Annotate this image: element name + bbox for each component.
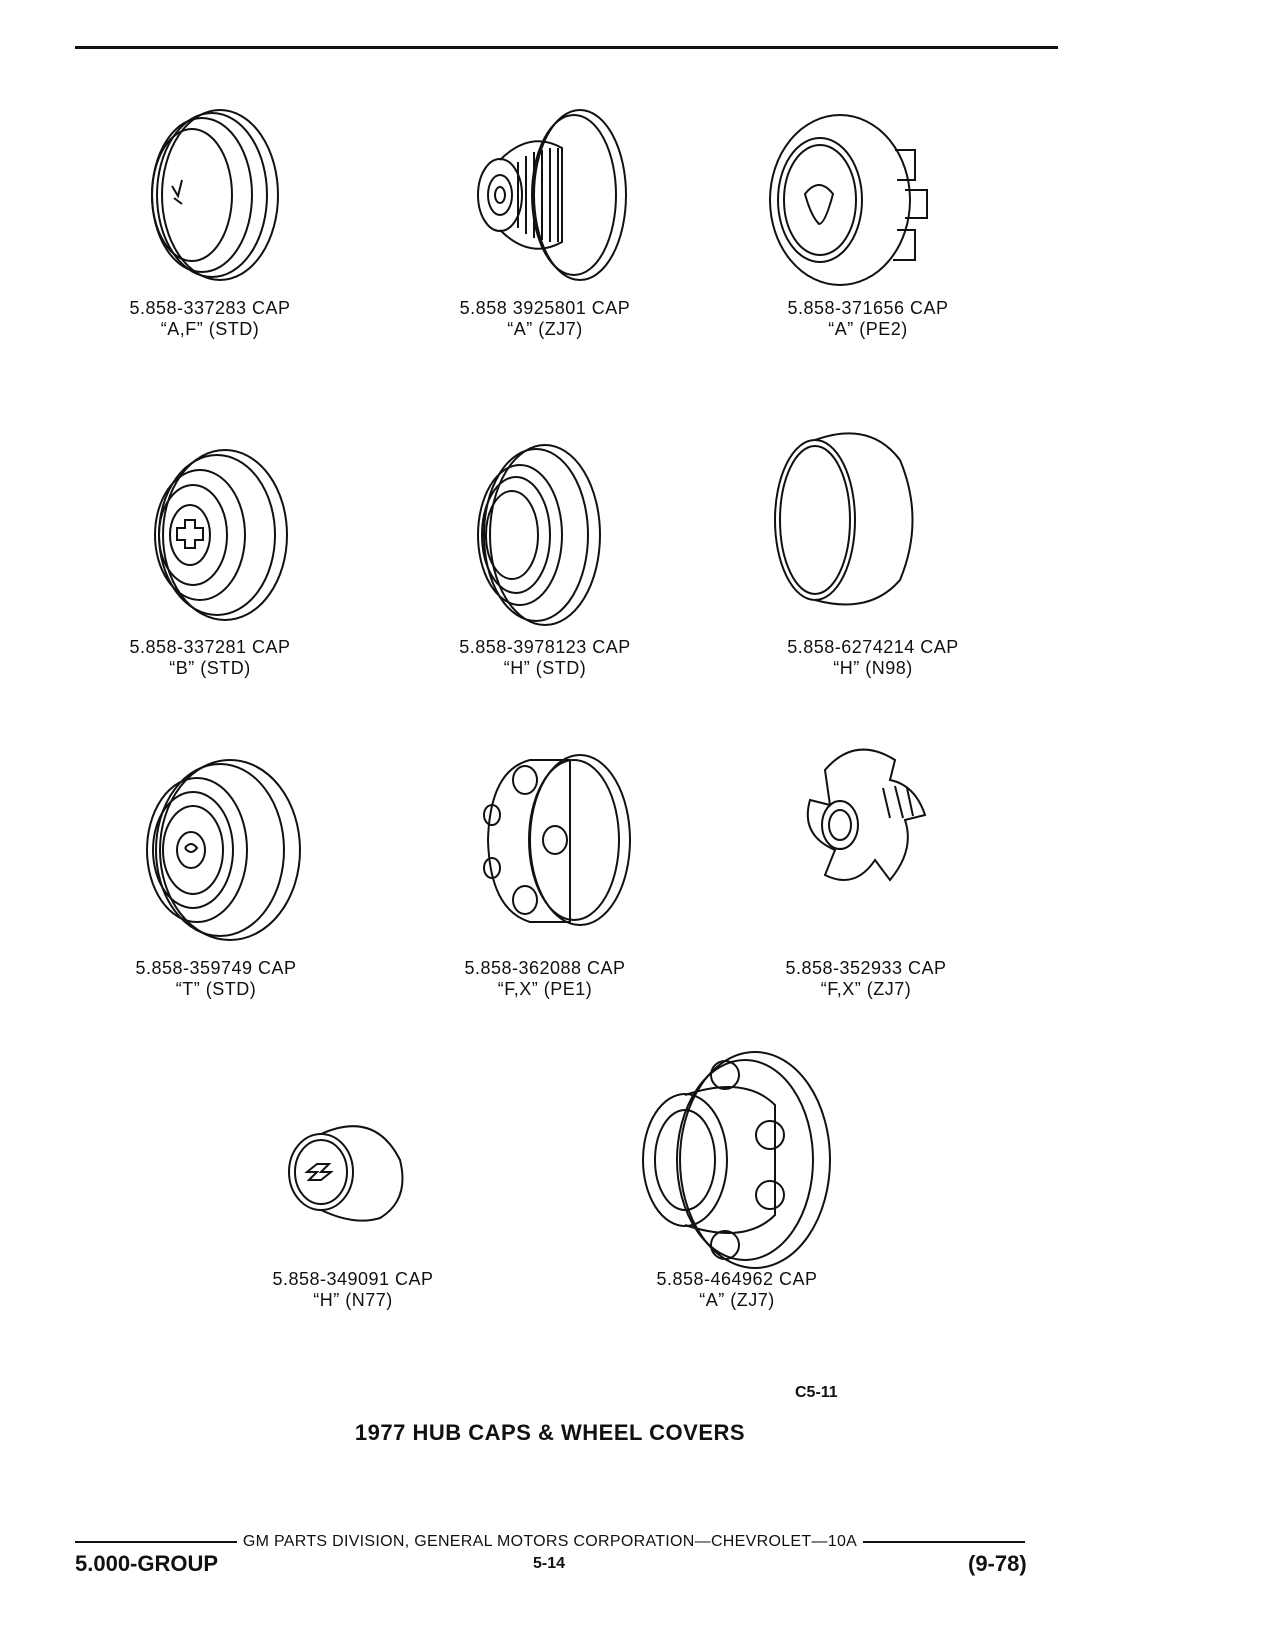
hub-cap-6274214-drawing [770,430,930,610]
page-number: 5-14 [533,1555,566,1572]
caption-349091 [203,1269,503,1311]
caption-464962 [587,1269,887,1311]
hub-cap-371656-drawing [765,110,955,290]
caption-359749 [66,958,366,1000]
footer-rule-right [863,1541,1025,1543]
hub-cap-464962-drawing [635,1045,835,1275]
hub-cap-337283-drawing [140,100,280,290]
part-number: 5.858-349091 CAP [272,1269,434,1289]
footer-rule-left [75,1541,237,1543]
part-application: “F,X” (ZJ7) [820,979,912,999]
part-number: 5.858-359749 CAP [135,958,297,978]
part-application: “A,F” (STD) [160,319,260,339]
caption-3978123 [395,637,695,679]
part-number: 5.858-464962 CAP [656,1269,818,1289]
part-application: “H” (N77) [313,1290,393,1310]
revision-date: (9-78) [968,1551,1027,1576]
hub-cap-359749-drawing [135,750,305,950]
part-number: 5.858-371656 CAP [787,298,949,318]
group-number: 5.000-GROUP [75,1551,219,1576]
part-application: “A” (PE2) [828,319,908,339]
caption-352933 [716,958,1016,1000]
hub-cap-337281-drawing [145,440,295,630]
part-application: “H” (STD) [503,658,587,678]
part-application: “T” (STD) [175,979,257,999]
caption-337281 [60,637,360,679]
hub-cap-362088-drawing [470,750,640,930]
part-number: 5.858-362088 CAP [464,958,626,978]
part-number: 5.858-337283 CAP [129,298,291,318]
caption-3925801 [395,298,695,340]
part-number: 5.858-352933 CAP [785,958,947,978]
part-number: 5.858 3925801 CAP [459,298,631,318]
part-application: “H” (N98) [833,658,913,678]
part-application: “F,X” (PE1) [497,979,593,999]
page-title: 1977 HUB CAPS & WHEEL COVERS [354,1420,746,1445]
hub-cap-349091-drawing [285,1100,415,1230]
hub-cap-3978123-drawing [470,435,610,635]
part-application: “A” (ZJ7) [507,319,583,339]
caption-6274214 [723,637,1023,679]
footer-line [75,1533,1025,1551]
figure-code: C5-11 [795,1384,838,1401]
part-number: 5.858-337281 CAP [129,637,291,657]
part-application: “A” (ZJ7) [699,1290,775,1310]
caption-362088 [395,958,695,1000]
part-number: 5.858-6274214 CAP [787,637,959,657]
part-number: 5.858-3978123 CAP [459,637,631,657]
footer-publisher: GM PARTS DIVISION, GENERAL MOTORS CORPORATION—CHEVROLET—10A [242,1533,858,1550]
part-application: “B” (STD) [169,658,251,678]
top-rule [75,46,1058,49]
caption-337283 [60,298,360,340]
hub-cap-352933-drawing [795,740,935,900]
hub-cap-3925801-drawing [470,100,630,290]
caption-371656 [718,298,1018,340]
